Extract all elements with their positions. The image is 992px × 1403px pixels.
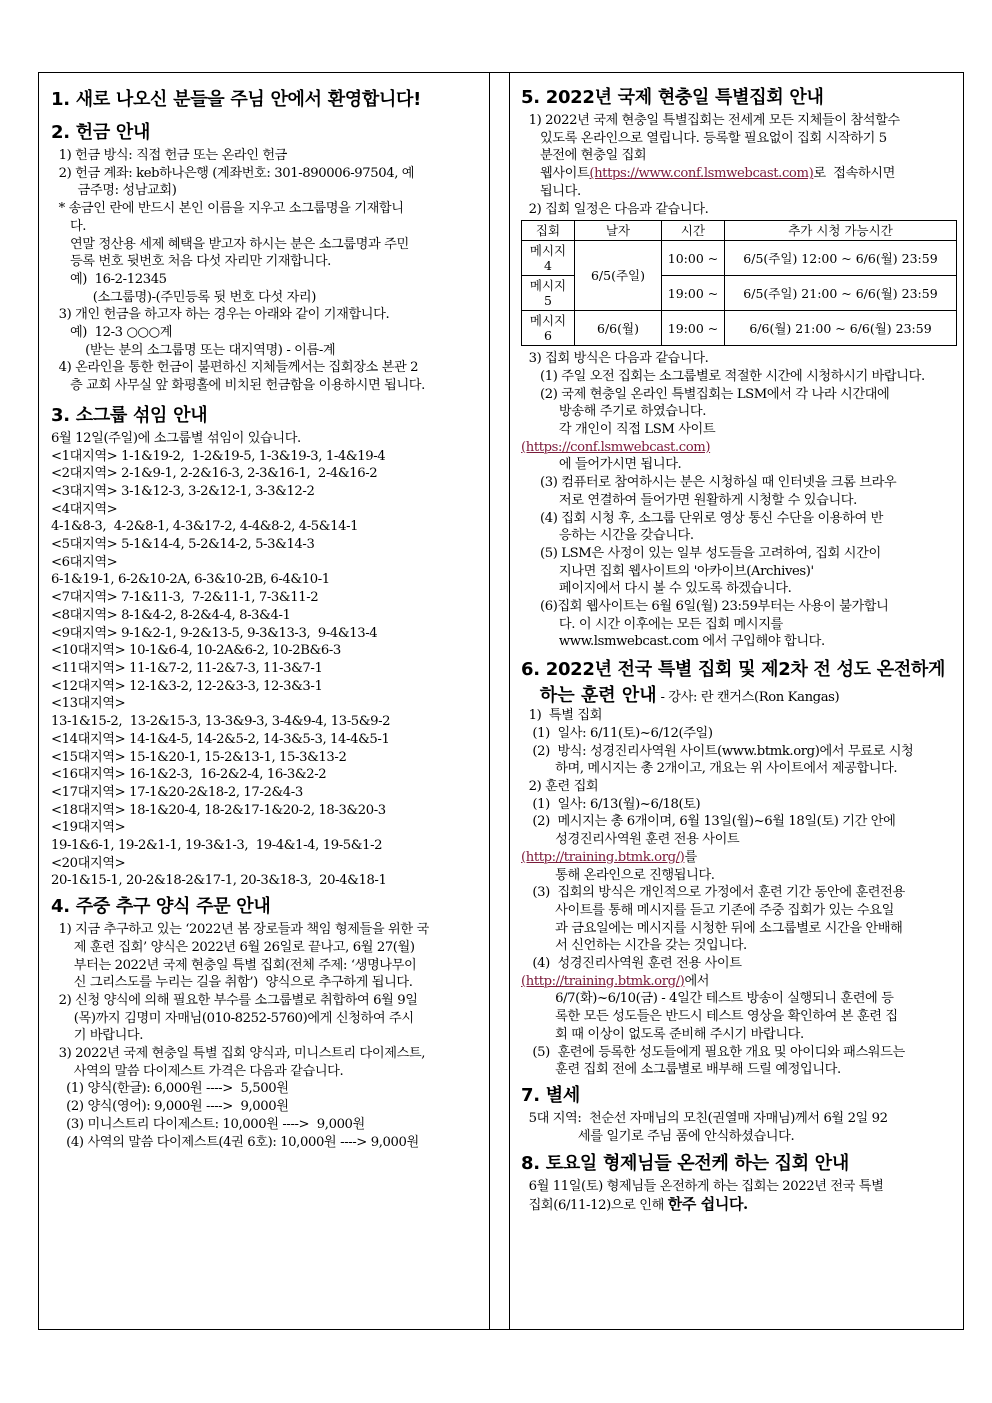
page-frame xyxy=(38,72,964,1330)
passing-lines xyxy=(521,1110,953,1145)
text-line: (2) 국제 현충일 온라인 특별집회는 LSM에서 각 나라 시간대에 xyxy=(521,386,890,402)
text-line: 2) 신청 양식에 의해 필요한 부수를 소그룹별로 취합하여 6월 9일 xyxy=(51,992,418,1008)
text-line: 페이지에서 다시 볼 수 있도록 하겠습니다. xyxy=(521,581,792,597)
table-header: 집회 xyxy=(522,221,575,241)
text-line: 1) 헌금 방식: 직접 헌금 또는 온라인 헌금 xyxy=(51,148,288,163)
text-line: (2) 양식(영어): 9,000원 ----> 9,000원 xyxy=(51,1099,289,1115)
text-line: (소그룹명)-(주민등록 뒷 번호 다섯 자리) xyxy=(51,289,317,305)
text-line: <18대지역> 18-1&20-4, 18-2&17-1&20-2, 18-3&20-3 xyxy=(51,802,386,818)
text-line: 13-1&15-2, 13-2&15-3, 13-3&9-3, 3-4&9-4, 13-5&9-2 xyxy=(51,714,391,730)
text-line: <6대지역> xyxy=(51,554,118,570)
table-row xyxy=(522,311,957,346)
text-line: 방송해 주기로 하였습니다. xyxy=(521,404,707,420)
text-line: 분전에 현충일 집회 xyxy=(521,148,647,164)
text-line: 4-1&8-3, 4-2&8-1, 4-3&17-2, 4-4&8-2, 4-5&14-1 xyxy=(51,519,359,535)
text-line: (3) 컴퓨터로 참여하시는 분은 시청하실 때 인터넷을 크롬 브라우 xyxy=(521,475,897,491)
speaker: - 강사: 란 캔거스(Ron Kangas) xyxy=(656,690,840,706)
text-line: 20-1&15-1, 20-2&18-2&17-1, 20-3&18-3, 20-4&18-1 xyxy=(51,873,387,889)
text-line: (4) 사역의 말씀 다이제스트(4권 6호): 10,000원 ----> 9,000원 xyxy=(51,1134,419,1150)
section-subtitle-line xyxy=(521,681,953,707)
section-title: 4. 주중 추구 양식 주문 안내 xyxy=(51,896,271,918)
section-title: 6. 2022년 전국 특별 집회 및 제2차 전 성도 온전하게 xyxy=(521,659,946,681)
text-line: <5대지역> 5-1&14-4, 5-2&14-2, 5-3&14-3 xyxy=(51,537,315,553)
section-small-group-mixing xyxy=(51,405,481,890)
table-header: 날자 xyxy=(575,221,662,241)
text-line: 서 신언하는 시간을 갖는 것입니다. xyxy=(521,938,747,954)
table-cell: 6/6(월) xyxy=(575,311,662,346)
site-prefix: 웹사이트 xyxy=(521,166,590,182)
training-site-link[interactable]: (http://training.btmk.org/) xyxy=(521,973,685,989)
table-cell: 메시지 6 xyxy=(522,311,575,346)
column-divider-right xyxy=(509,73,510,1329)
table-header: 추가 시청 가능시간 xyxy=(725,221,957,241)
text-line: 제 훈련 집회’ 양식은 2022년 6월 26일로 끝나고, 6월 27(월) xyxy=(51,939,415,955)
saturday-line: 6월 11일(토) 형제님들 온전하게 하는 집회는 2022년 전국 특별 xyxy=(521,1179,884,1195)
table-cell: 6/5(주일) 21:00 ~ 6/6(월) 23:59 xyxy=(725,276,957,311)
text-line: 각 개인이 직접 LSM 사이트 xyxy=(521,422,716,438)
text-line: (1) 일사: 6/11(토)~6/12(주일) xyxy=(521,725,713,741)
table-cell: 6/5(주일) xyxy=(575,241,662,311)
table-cell: 메시지 4 xyxy=(522,241,575,276)
section-welcome xyxy=(51,89,481,111)
text-line: <7대지역> 7-1&11-3, 7-2&11-1, 7-3&11-2 xyxy=(51,590,319,606)
section-title: 8. 토요일 형제님들 온전케 하는 집회 안내 xyxy=(521,1153,849,1175)
table-header-row xyxy=(522,221,957,241)
schedule-title: 2) 집회 일정은 다음과 같습니다. xyxy=(521,201,709,217)
text-line: 응하는 시간을 갖습니다. xyxy=(521,528,694,544)
method-lines xyxy=(521,368,953,439)
text-line: (3) 집회의 방식은 개인적으로 가정에서 훈련 기간 동안에 훈련전용 xyxy=(521,885,905,901)
text-line: <11대지역> 11-1&7-2, 11-2&7-3, 11-3&7-1 xyxy=(51,660,323,676)
table-cell: 6/6(월) 21:00 ~ 6/6(월) 23:59 xyxy=(725,311,957,346)
text-line: 훈련 집회 전에 소그룹별로 배부해 드릴 예정입니다. xyxy=(521,1062,841,1078)
conference-site-line xyxy=(521,165,953,183)
text-line: <19대지역> xyxy=(51,820,126,836)
text-line: 과 금요일에는 메시지를 시청한 뒤에 소그룹별로 시간을 안배해 xyxy=(521,920,903,936)
text-line: (목)까지 김명미 자매님(010-8252-5760)에게 신청하여 주시 xyxy=(51,1010,414,1026)
column-divider-left xyxy=(489,73,490,1329)
text-line: (받는 분의 소그룹명 또는 대지역명) - 이름-계 xyxy=(51,342,336,358)
section-national-training xyxy=(521,659,953,1079)
saturday-text: 집회(6/11-12)으로 인해 xyxy=(521,1198,668,1214)
right-column xyxy=(511,73,963,1329)
text-line: <14대지역> 14-1&4-5, 14-2&5-2, 14-3&5-3, 14-4&5-1 xyxy=(51,731,390,747)
section-title: 2. 헌금 안내 xyxy=(51,122,151,143)
link-suffix: 에서 xyxy=(684,973,710,989)
method-title: 3) 집회 방식은 다음과 같습니다. xyxy=(521,351,709,367)
text-line: * 송금인 란에 반드시 본인 이름을 지우고 소그룹명을 기재합니 xyxy=(51,201,404,217)
lsm-site-line xyxy=(521,439,953,457)
text-line: 사역의 말씀 다이제스트 가격은 다음과 같습니다. xyxy=(51,1063,344,1079)
text-line: (2) 방식: 성경진리사역원 사이트(www.btmk.org)에서 무료로 시청 xyxy=(521,743,914,759)
text-line: 6/7(화)~6/10(금) - 4일간 테스트 방송이 실행되니 훈련에 등 xyxy=(521,991,894,1007)
text-line: (1) 일사: 6/13(월)~6/18(토) xyxy=(521,796,701,812)
text-line: <4대지역> xyxy=(51,501,118,517)
training-link-line-2 xyxy=(521,973,953,991)
link-suffix: 를 xyxy=(684,849,697,865)
text-line: 4) 온라인을 통한 헌금이 불편하신 지체들께서는 집회장소 본관 2 xyxy=(51,360,419,376)
text-line: 성경진리사역원 훈련 전용 사이트 xyxy=(521,832,740,848)
text-line: <8대지역> 8-1&4-2, 8-2&4-4, 8-3&4-1 xyxy=(51,607,291,623)
text-line: <17대지역> 17-1&20-2&18-2, 17-2&4-3 xyxy=(51,784,303,800)
text-line: 회 때 이상이 없도록 준비해 주시기 바랍니다. xyxy=(521,1026,804,1042)
text-line: 금주명: 성남교회) xyxy=(51,183,177,199)
saturday-line xyxy=(521,1196,953,1215)
training-link-line-1 xyxy=(521,849,953,867)
text-line: (5) LSM은 사정이 있는 일부 성도들을 고려하여, 집회 시간이 xyxy=(521,545,881,561)
text-line: 1) 2022년 국제 현충일 특별집회는 전세계 모든 지체들이 참석할수 xyxy=(521,113,900,128)
text-line: 저로 연결하여 들어가면 원활하게 시청할 수 있습니다. xyxy=(521,492,857,508)
text-line: 록한 모든 성도들은 반드시 테스트 영상을 확인하여 본 훈련 집 xyxy=(521,1009,898,1025)
text-line: www.lsmwebcast.com 에서 구입해야 합니다. xyxy=(521,634,825,650)
text-line: (4) 집회 시청 후, 소그룹 단위로 영상 통신 수단을 이용하여 반 xyxy=(521,510,883,526)
text-line: 3) 2022년 국제 현충일 특별 집회 양식과, 미니스트리 다이제스트, xyxy=(51,1046,426,1062)
site-suffix: 로 접속하시면 xyxy=(813,166,895,182)
text-line: 사이트를 통해 메시지를 듣고 기존에 주중 집회가 있는 수요일 xyxy=(521,902,894,918)
text-line: 6월 12일(주일)에 소그룹별 섞임이 있습니다. xyxy=(51,430,301,446)
table-cell: 19:00 ~ xyxy=(662,276,725,311)
training-lines-b xyxy=(521,867,953,973)
table-cell: 10:00 ~ xyxy=(662,241,725,276)
text-line: 다. 이 시간 이후에는 모든 집회 메시지를 xyxy=(521,616,783,632)
text-line: <1대지역> 1-1&19-2, 1-2&19-5, 1-3&19-3, 1-4&19-4 xyxy=(51,448,386,464)
text-line: 1) 특별 집회 xyxy=(521,708,603,724)
text-line: 부터는 2022년 국제 현충일 특별 집회(전체 주제: ‘생명나무이 xyxy=(51,957,417,973)
text-line: 층 교회 사무실 앞 화평홀에 비치된 헌금함을 이용하시면 됩니다. xyxy=(51,378,425,394)
text-line: 등록 번호 뒷번호 처음 다섯 자리만 기재합니다. xyxy=(51,254,331,270)
text-line: 다. xyxy=(51,218,87,234)
training-lines-c xyxy=(521,990,953,1079)
lsm-site-link[interactable]: (https://conf.lsmwebcast.com) xyxy=(521,439,711,455)
text-line: 에 들어가시면 됩니다. xyxy=(521,457,682,473)
section-title: 5. 2022년 국제 현충일 특별집회 안내 xyxy=(521,87,824,108)
text-line: 세를 일기로 주님 품에 안식하셨습니다. xyxy=(521,1128,795,1144)
text-line: (6)집회 웹사이트는 6월 6일(월) 23:59부터는 사용이 불가합니 xyxy=(521,599,889,615)
text-line: 5대 지역: 천순선 자매님의 모친(권열매 자매님)께서 6월 2일 92 xyxy=(521,1110,888,1126)
text-line: (1) 양식(한글): 6,000원 ----> 5,500원 xyxy=(51,1081,289,1097)
text-line: 2) 훈련 집회 xyxy=(521,778,599,794)
table-header: 시간 xyxy=(662,221,725,241)
left-column xyxy=(39,73,489,1329)
text-line: 있도록 온라인으로 열립니다. 등록할 필요없이 집회 시작하기 5 xyxy=(521,130,887,146)
text-line: 신 그리스도를 누리는 길을 취함’) 양식으로 추구하게 됩니다. xyxy=(51,975,413,991)
text-line: <13대지역> xyxy=(51,696,126,712)
table-cell: 19:00 ~ xyxy=(662,311,725,346)
section-passing xyxy=(521,1085,953,1145)
section-subtitle: 하는 훈련 안내 xyxy=(521,685,657,707)
table-cell: 6/5(주일) 12:00 ~ 6/6(월) 23:59 xyxy=(725,241,957,276)
text-line: (2) 메시지는 총 6개이며, 6월 13일(월)~6월 18일(토) 기간 안에 xyxy=(521,814,896,830)
text-line: 19-1&6-1, 19-2&1-1, 19-3&1-3, 19-4&1-4, 19-5&1-2 xyxy=(51,838,383,854)
text-line: <15대지역> 15-1&20-1, 15-2&13-1, 15-3&13-2 xyxy=(51,749,347,765)
text-line: 1) 지금 추구하고 있는 ‘2022년 봄 장로들과 책임 형제들을 위한 국 xyxy=(51,922,429,938)
text-line: <12대지역> 12-1&3-2, 12-2&3-3, 12-3&3-1 xyxy=(51,678,323,694)
training-site-link[interactable]: (http://training.btmk.org/) xyxy=(521,849,685,865)
section-title: 1. 새로 나오신 분들을 주님 안에서 환영합니다! xyxy=(51,89,422,110)
section-offering xyxy=(51,122,481,395)
text-line: 예) 16-2-12345 xyxy=(51,271,167,287)
schedule-table xyxy=(521,220,957,346)
section-memorial-day-conference xyxy=(521,87,953,651)
text-line: <2대지역> 2-1&9-1, 2-2&16-3, 2-3&16-1, 2-4&16-2 xyxy=(51,466,378,482)
conference-intro-end: 됩니다. xyxy=(521,183,581,199)
text-line: <9대지역> 9-1&2-1, 9-2&13-5, 9-3&13-3, 9-4&13-4 xyxy=(51,625,378,641)
text-line: 기 바랍니다. xyxy=(51,1028,144,1044)
text-line: 3) 개인 헌금을 하고자 하는 경우는 아래와 같이 기재합니다. xyxy=(51,307,390,323)
text-line: <16대지역> 16-1&2-3, 16-2&2-4, 16-3&2-2 xyxy=(51,767,327,783)
offering-lines xyxy=(51,147,481,395)
method-lines-2 xyxy=(521,456,953,651)
table-cell: 메시지 5 xyxy=(522,276,575,311)
text-line: <3대지역> 3-1&12-3, 3-2&12-1, 3-3&12-2 xyxy=(51,483,315,499)
text-line: <20대지역> xyxy=(51,855,126,871)
text-line: 지나면 집회 웹사이트의 '아카이브(Archives)' xyxy=(521,563,814,579)
text-line: 예) 12-3 ○○○계 xyxy=(51,325,173,341)
text-line: 2) 헌금 계좌: keb하나은행 (계좌번호: 301-890006-97504, 예 xyxy=(51,165,415,181)
section-title: 3. 소그룹 섞임 안내 xyxy=(51,404,208,426)
text-line: <10대지역> 10-1&6-4, 10-2A&6-2, 10-2B&6-3 xyxy=(51,643,341,659)
text-line: (3) 미니스트리 다이제스트: 10,000원 ----> 9,000원 xyxy=(51,1116,365,1132)
text-line: 6-1&19-1, 6-2&10-2A, 6-3&10-2B, 6-4&10-1 xyxy=(51,572,330,588)
section-saturday-meeting xyxy=(521,1153,953,1214)
text-line: 하며, 메시지는 총 2개이고, 개요는 위 사이트에서 제공합니다. xyxy=(521,761,898,777)
text-line: 연말 정산용 세제 혜택을 받고자 하시는 분은 소그룹명과 주민 xyxy=(51,236,409,252)
mixing-lines xyxy=(51,430,481,890)
text-line: (1) 주일 오전 집회는 소그룹별로 적절한 시간에 시청하시기 바랍니다. xyxy=(521,368,925,384)
training-lines-a xyxy=(521,707,953,849)
text-line: (5) 훈련에 등록한 성도들에게 필요한 개요 및 아이디와 패스워드는 xyxy=(521,1044,905,1060)
rest-notice: 한주 쉽니다. xyxy=(667,1195,748,1214)
section-pursuit-order xyxy=(51,896,481,1151)
conference-intro xyxy=(521,112,953,165)
text-line: 통해 온라인으로 진행됩니다. xyxy=(521,867,715,883)
table-row xyxy=(522,241,957,276)
conference-site-link[interactable]: (https://www.conf.lsmwebcast.com) xyxy=(589,166,814,182)
pursuit-order-lines xyxy=(51,921,481,1151)
text-line: (4) 성경진리사역원 훈련 전용 사이트 xyxy=(521,956,742,972)
section-title: 7. 별세 xyxy=(521,1084,580,1106)
